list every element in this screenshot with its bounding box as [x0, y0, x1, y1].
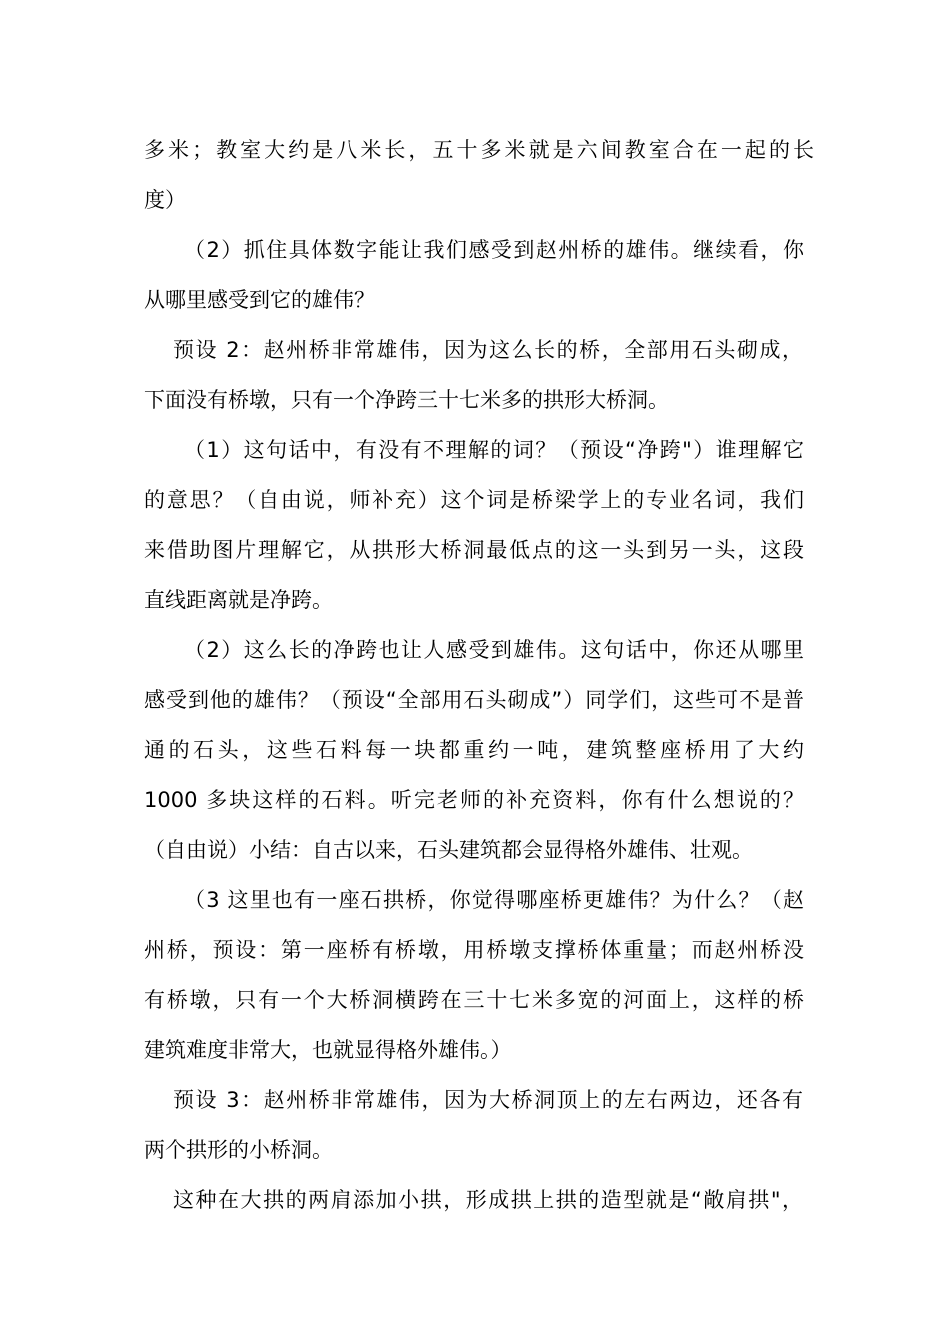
text-line: 度）	[144, 188, 186, 212]
text-line: 直线距离就是净跨。	[144, 588, 333, 612]
text-line: 的意思？（自由说，师补充）这个词是桥梁学上的专业名词，我们	[144, 488, 804, 512]
text-line: 有桥墩，只有一个大桥洞横跨在三十七米多宽的河面上，这样的桥	[144, 988, 804, 1012]
text-line: 下面没有桥墩，只有一个净跨三十七米多的拱形大桥洞。	[144, 388, 669, 412]
text-line: 从哪里感受到它的雄伟？	[144, 288, 375, 312]
text-line: （1）这句话中，有没有不理解的词？（预设“净跨"）谁理解它	[184, 438, 804, 462]
text-line: 通的石头，这些石料每一块都重约一吨，建筑整座桥用了大约	[144, 738, 804, 762]
text-line: （3 这里也有一座石拱桥，你觉得哪座桥更雄伟？为什么？（赵	[184, 888, 804, 912]
text-line: 州桥，预设：第一座桥有桥墩，用桥墩支撑桥体重量；而赵州桥没	[144, 938, 804, 962]
text-line: 预设 3：赵州桥非常雄伟，因为大桥洞顶上的左右两边，还各有	[173, 1088, 803, 1112]
text-line: 感受到他的雄伟？（预设“全部用石头砌成”）同学们，这些可不是普	[144, 688, 804, 712]
text-line: 这种在大拱的两肩添加小拱，形成拱上拱的造型就是“敞肩拱"，	[173, 1188, 803, 1212]
text-line: 多米；教室大约是八米长，五十多米就是六间教室合在一起的长	[144, 138, 814, 162]
text-line: 建筑难度非常大，也就显得格外雄伟。）	[144, 1038, 512, 1062]
text-line: （自由说）小结：自古以来，石头建筑都会显得格外雄伟、壮观。	[144, 838, 753, 862]
text-line: 两个拱形的小桥洞。	[144, 1138, 333, 1162]
text-line: 预设 2：赵州桥非常雄伟，因为这么长的桥，全部用石头砌成，	[173, 338, 803, 362]
text-line: 来借助图片理解它，从拱形大桥洞最低点的这一头到另一头，这段	[144, 538, 804, 562]
text-line: 1000 多块这样的石料。听完老师的补充资料，你有什么想说的？	[144, 788, 804, 812]
text-line: （2）这么长的净跨也让人感受到雄伟。这句话中，你还从哪里	[184, 638, 804, 662]
text-line: （2）抓住具体数字能让我们感受到赵州桥的雄伟。继续看，你	[184, 238, 804, 262]
